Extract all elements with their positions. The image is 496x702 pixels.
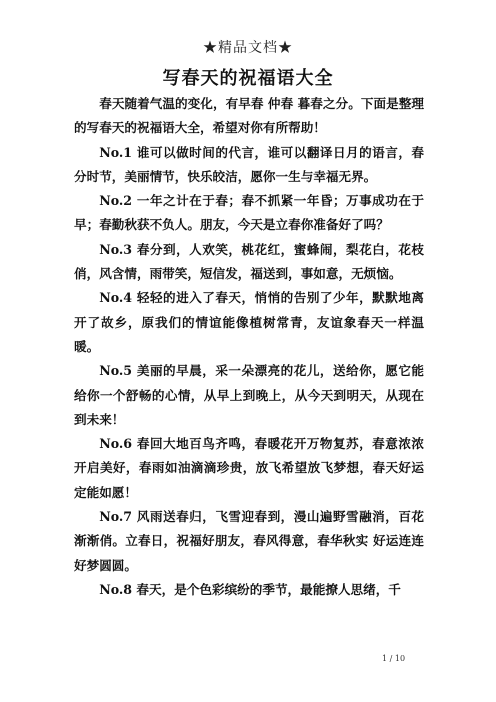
paragraph-no4: No.4 轻轻的进入了春天，悄悄的告别了少年，默默地离开了故乡，原我们的情谊能像植树常青，友谊象春天一样温暖。	[74, 290, 424, 354]
paragraph-no1: No.1 谁可以做时间的代言，谁可以翻译日月的语言，春分时节，美丽情节，快乐皎洁，愿你一生与幸福无界。	[74, 144, 424, 184]
paragraph-no5: No.5 美丽的早晨，采一朵漂亮的花儿，送给你，愿它能给你一个舒畅的心情，从早上到晚上，从今天到明天，从现在到未来！	[74, 363, 424, 427]
document-title: 写春天的祝福语大全	[162, 68, 334, 89]
page-indicator: 1 / 10	[382, 654, 406, 663]
paragraph-intro: 春天随着气温的变化，有早春 仲春 暮春之分。下面是整理的写春天的祝福语大全，希望对你有所帮助！	[74, 96, 424, 136]
paragraph-no6: No.6 春回大地百鸟齐鸣，春暖花开万物复苏，春意浓浓开启美好，春雨如油滴滴珍贵，放飞希望放飞梦想，春天好运定能如愿！	[74, 436, 424, 500]
paragraph-no3: No.3 春分到，人欢笑，桃花红，蜜蜂闹，梨花白，花枝俏，风含情，雨带笑，短信发，福送到，事如意，无烦恼。	[74, 241, 424, 282]
document-body	[74, 92, 424, 602]
header-banner: ★精品文档★	[203, 40, 293, 56]
paragraph-no8: No.8 春天，是个色彩缤纷的季节，最能撩人思绪，千	[99, 581, 401, 597]
paragraph-no7: No.7 风雨送春归，飞雪迎春到，漫山遍野雪融消，百花渐渐俏。立春日，祝福好朋友，春风得意，春华秋实 好运连连 好梦圆圆。	[74, 509, 424, 573]
paragraph-no2: No.2 一年之计在于春；春不抓紧一年昏；万事成功在于早；春勤秋获不负人。朋友，今天是立春你准备好了吗？	[74, 193, 424, 233]
